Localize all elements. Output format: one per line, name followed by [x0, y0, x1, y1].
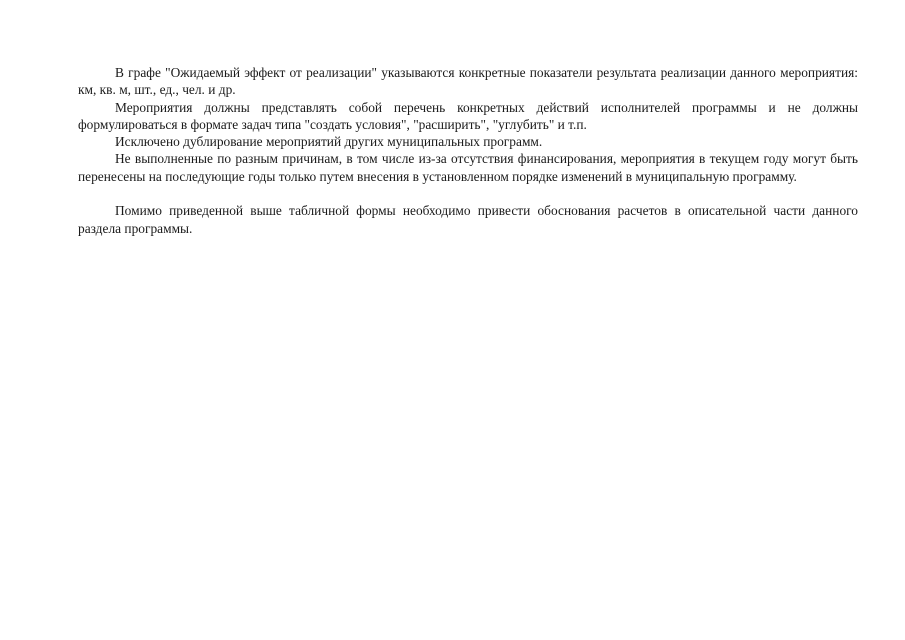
document-body: [78, 64, 858, 237]
paragraph-unfulfilled-measures: Не выполненные по разным причинам, в том числе из-за отсутствия финансирования, мероприятия в текущем году могут быть перенесены на последующие годы только путем внесения в установленном порядке изменений в муниципальную программу.: [78, 151, 858, 184]
paragraph-spacer: [78, 185, 858, 202]
paragraph-measures-requirements: Мероприятия должны представлять собой перечень конкретных действий исполнителей программы и не должны формулироваться в формате задач типа "создать условия", "расширить", "углубить" и т.п.: [78, 99, 858, 132]
paragraph-calculation-justification: Помимо приведенной выше табличной формы необходимо привести обоснования расчетов в описательной части данного раздела программы.: [78, 203, 858, 236]
paragraph-expected-effect: В графе "Ожидаемый эффект от реализации" указываются конкретные показатели результата реализации данного мероприятия: км, кв. м, шт., ед., чел. и др.: [78, 65, 858, 98]
paragraph-no-duplication: Исключено дублирование мероприятий других муниципальных программ.: [115, 134, 543, 150]
